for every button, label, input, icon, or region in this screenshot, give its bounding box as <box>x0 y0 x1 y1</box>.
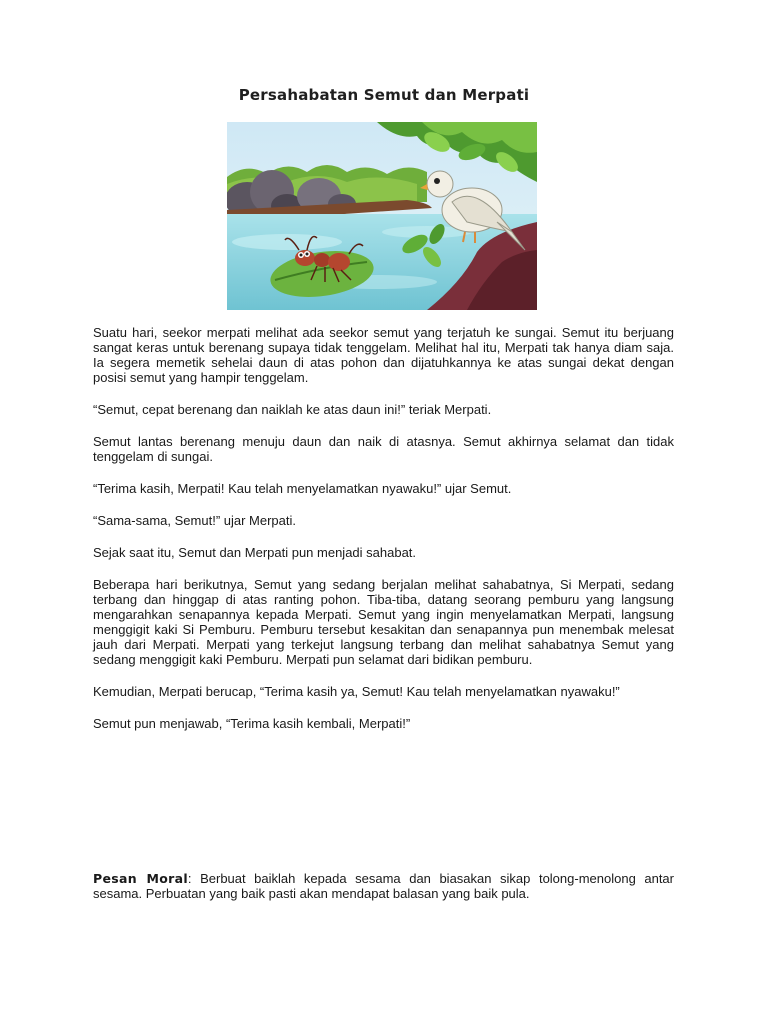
moral-message <box>93 871 674 901</box>
story-body <box>93 325 674 748</box>
story-paragraph: “Terima kasih, Merpati! Kau telah menyelamatkan nyawaku!” ujar Semut. <box>93 481 512 496</box>
story-paragraph: Beberapa hari berikutnya, Semut yang sedang berjalan melihat sahabatnya, Si Merpati, sedang terbang dan hinggap di atas ranting pohon. Tiba-tiba, datang seorang pemburu yang langsung mengarahkan senapannya kepada Merpati. Semut yang ingin menyelamatkan Merpati, langsung menggigit kaki Si Pemburu. Pemburu tersebut kesakitan dan senapannya pun menembak melesat jauh dari Merpati. Merpati yang terkejut langsung terbang dan melihat sahabatnya Semut yang sedang menggigit kaki Pemburu. Merpati pun selamat dari bidikan pemburu. <box>93 577 674 667</box>
story-illustration <box>227 122 537 310</box>
page-title: Persahabatan Semut dan Merpati <box>238 86 530 104</box>
story-paragraph: Kemudian, Merpati berucap, “Terima kasih ya, Semut! Kau telah menyelamatkan nyawaku!” <box>93 684 620 699</box>
story-paragraph: Suatu hari, seekor merpati melihat ada seekor semut yang terjatuh ke sungai. Semut itu berjuang sangat keras untuk berenang supaya tidak tenggelam. Melihat hal itu, Merpati tak hanya diam saja. Ia segera memetik sehelai daun di atas pohon dan dijatuhkannya ke atas sungai dekat dengan posisi semut yang hampir tenggelam. <box>93 325 674 385</box>
story-paragraph: “Semut, cepat berenang dan naiklah ke atas daun ini!” teriak Merpati. <box>93 402 492 417</box>
ant-and-dove-illustration <box>227 122 537 310</box>
moral-label: Pesan Moral <box>93 871 188 886</box>
story-paragraph: Semut lantas berenang menuju daun dan naik di atasnya. Semut akhirnya selamat dan tidak tenggelam di sungai. <box>93 434 674 464</box>
story-paragraph: “Sama-sama, Semut!” ujar Merpati. <box>93 513 297 528</box>
story-paragraph: Semut pun menjawab, “Terima kasih kembali, Merpati!” <box>93 716 411 731</box>
story-paragraph: Sejak saat itu, Semut dan Merpati pun menjadi sahabat. <box>93 545 417 560</box>
moral-text: : Berbuat baiklah kepada sesama dan biasakan sikap tolong-menolong antar sesama. Perbuatan yang baik pasti akan mendapat balasan yang baik pula. <box>93 871 674 901</box>
